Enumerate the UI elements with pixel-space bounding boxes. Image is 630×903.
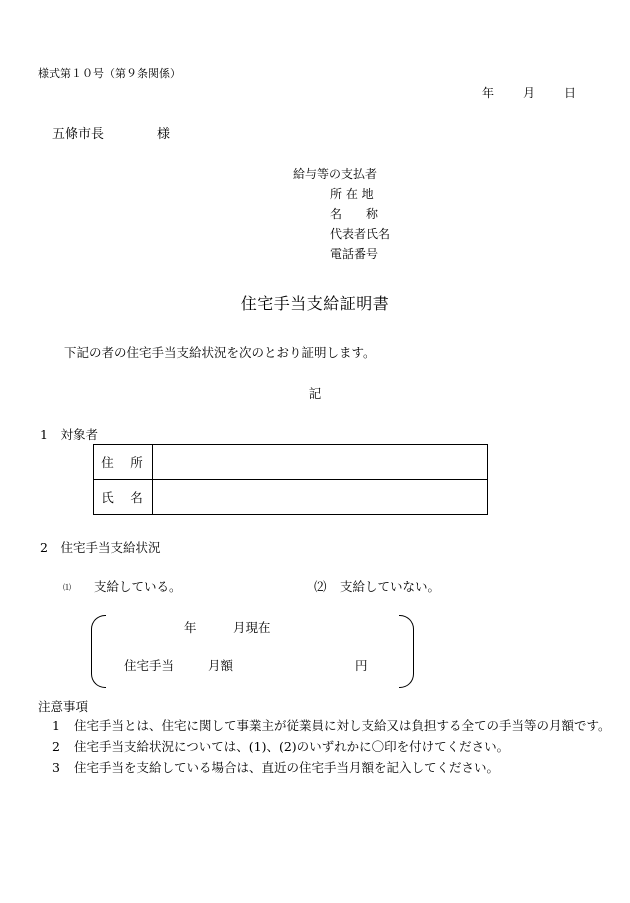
- note-number: 1: [52, 718, 60, 733]
- name-label: 氏 名: [94, 480, 153, 515]
- table-row: [94, 445, 488, 480]
- section1-heading: 1 対象者: [40, 427, 98, 442]
- as-of-year-label: 年: [184, 620, 197, 635]
- yen-label: 円: [355, 658, 368, 673]
- as-of-month-label: 月現在: [233, 620, 271, 635]
- address-field[interactable]: [153, 445, 488, 480]
- note-number: 2: [52, 739, 60, 754]
- option2-text: 支給していない。: [340, 579, 441, 594]
- note-item: [52, 720, 611, 733]
- payer-field-name: 名 称: [330, 207, 379, 221]
- right-bracket: [399, 615, 414, 688]
- option1-number: ⑴: [63, 583, 71, 592]
- date-year-label: 年: [482, 86, 495, 100]
- addressee-honorific: 様: [157, 127, 171, 142]
- payer-field-phone: 電話番号: [330, 247, 379, 261]
- subject-table: [93, 444, 488, 515]
- note-text: 住宅手当を支給している場合は、直近の住宅手当月額を記入してください。: [74, 760, 500, 775]
- addressee-name: 五條市長: [52, 127, 105, 142]
- document-title: 住宅手当支給証明書: [240, 294, 390, 313]
- table-row: [94, 480, 488, 515]
- address-label: 住 所: [94, 445, 153, 480]
- payer-heading: 給与等の支払者: [293, 167, 378, 181]
- form-number: 様式第１０号（第９条関係）: [38, 67, 181, 80]
- monthly-amount-label: 月額: [208, 658, 234, 673]
- section2-heading: 2 住宅手当支給状況: [40, 540, 161, 555]
- note-item: [52, 741, 509, 754]
- name-field[interactable]: [153, 480, 488, 515]
- date-day-label: 日: [564, 86, 577, 100]
- note-text: 住宅手当とは、住宅に関して事業主が従業員に対し支給又は負担する全ての手当等の月額です。: [74, 718, 611, 733]
- option2-number: ⑵: [314, 579, 327, 594]
- left-bracket: [91, 615, 106, 688]
- option1-text: 支給している。: [94, 579, 182, 594]
- note-number: 3: [52, 760, 60, 775]
- date-month-label: 月: [523, 86, 536, 100]
- ki-heading: 記: [308, 386, 322, 401]
- note-text: 住宅手当支給状況については、(1)、(2)のいずれかに〇印を付けてください。: [74, 739, 510, 754]
- allowance-label: 住宅手当: [124, 658, 175, 673]
- intro-text: 下記の者の住宅手当支給状況を次のとおり証明します。: [64, 345, 376, 360]
- note-item: [52, 762, 499, 775]
- payer-field-representative: 代表者氏名: [330, 227, 391, 241]
- notes-title: 注意事項: [38, 699, 89, 714]
- payer-field-address: 所 在 地: [330, 187, 374, 201]
